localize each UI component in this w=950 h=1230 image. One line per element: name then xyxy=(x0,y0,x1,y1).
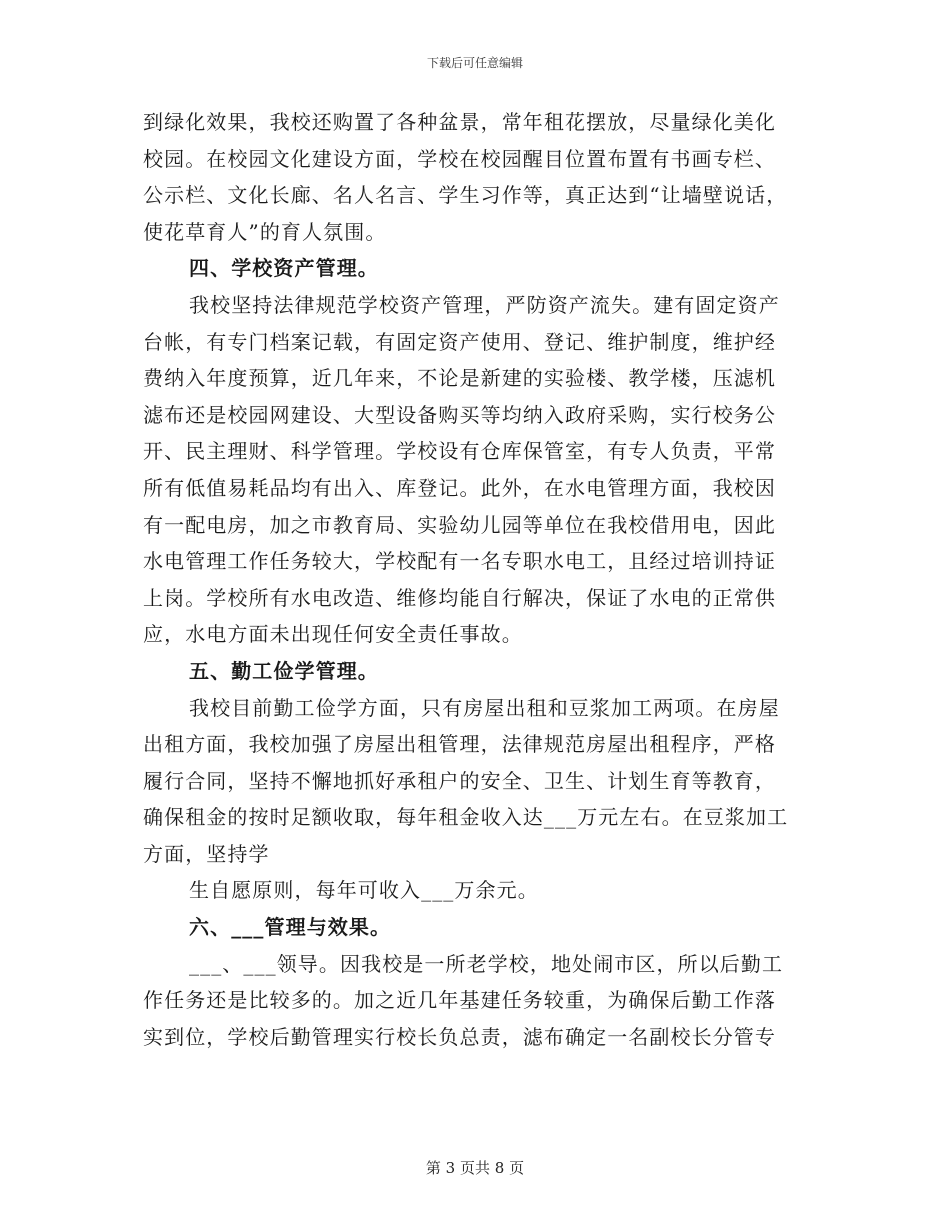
paragraph-line: 实到位，学校后勤管理实行校长负总责，滤布确定一名副校长分管专 xyxy=(143,1024,776,1049)
page-footer: 第 3 页共 8 页 xyxy=(425,1159,525,1177)
paragraph-line: 生自愿原则，每年可收入___万余元。 xyxy=(189,878,539,903)
paragraph-line: 台帐，有专门档案记载，有固定资产使用、登记、维护制度，维护经 xyxy=(143,329,776,354)
paragraph-line: 应，水电方面未出现任何安全责任事故。 xyxy=(143,622,523,647)
section-heading: 四、学校资产管理。 xyxy=(189,256,379,281)
paragraph-line: 校园。在校园文化建设方面，学校在校园醒目位置布置有书画专栏、 xyxy=(143,146,776,171)
paragraph-line: 开、民主理财、科学管理。学校设有仓库保管室，有专人负责，平常 xyxy=(143,439,776,464)
paragraph-line: 我校坚持法律规范学校资产管理，严防资产流失。建有固定资产 xyxy=(189,292,780,317)
paragraph-line: 出租方面，我校加强了房屋出租管理，法律规范房屋出租程序，严格 xyxy=(143,732,776,757)
document-body xyxy=(143,104,808,1055)
paragraph-line: 费纳入年度预算，近几年来，不论是新建的实验楼、教学楼，压滤机 xyxy=(143,366,776,391)
paragraph-line: 作任务还是比较多的。加之近几年基建任务较重，为确保后勤工作落 xyxy=(143,988,776,1013)
section-heading: 五、勤工俭学管理。 xyxy=(189,658,379,683)
paragraph-line: 所有低值易耗品均有出入、库登记。此外，在水电管理方面，我校因 xyxy=(143,475,776,500)
paragraph-line: 公示栏、文化长廊、名人名言、学生习作等，真正达到“让墙壁说话， xyxy=(143,183,788,208)
section-heading: 六、___管理与效果。 xyxy=(189,915,392,940)
paragraph-line: 确保租金的按时足额收取，每年租金收入达___万元左右。在豆浆加工 xyxy=(143,805,789,830)
paragraph-line: 到绿化效果，我校还购置了各种盆景，常年租花摆放，尽量绿化美化 xyxy=(143,110,776,134)
paragraph-line: 履行合同，坚持不懈地抓好承租户的安全、卫生、计划生育等教育， xyxy=(143,768,776,793)
paragraph-line: 水电管理工作任务较大，学校配有一名专职水电工，且经过培训持证 xyxy=(143,549,776,574)
paragraph-line: 有一配电房，加之市教育局、实验幼儿园等单位在我校借用电，因此 xyxy=(143,512,776,537)
paragraph-line: 方面，坚持学 xyxy=(143,841,270,866)
paragraph-line: 我校目前勤工俭学方面，只有房屋出租和豆浆加工两项。在房屋 xyxy=(189,695,780,720)
paragraph-line: 上岗。学校所有水电改造、维修均能自行解决，保证了水电的正常供 xyxy=(143,585,776,610)
paragraph-line: 使花草育人”的育人氛围。 xyxy=(143,219,387,244)
page-header: 下载后可任意编辑 xyxy=(426,56,523,70)
paragraph-line: 滤布还是校园网建设、大型设备购买等均纳入政府采购，实行校务公 xyxy=(143,402,776,427)
paragraph-line: ___、___领导。因我校是一所老学校，地处闹市区，所以后勤工 xyxy=(189,951,784,976)
